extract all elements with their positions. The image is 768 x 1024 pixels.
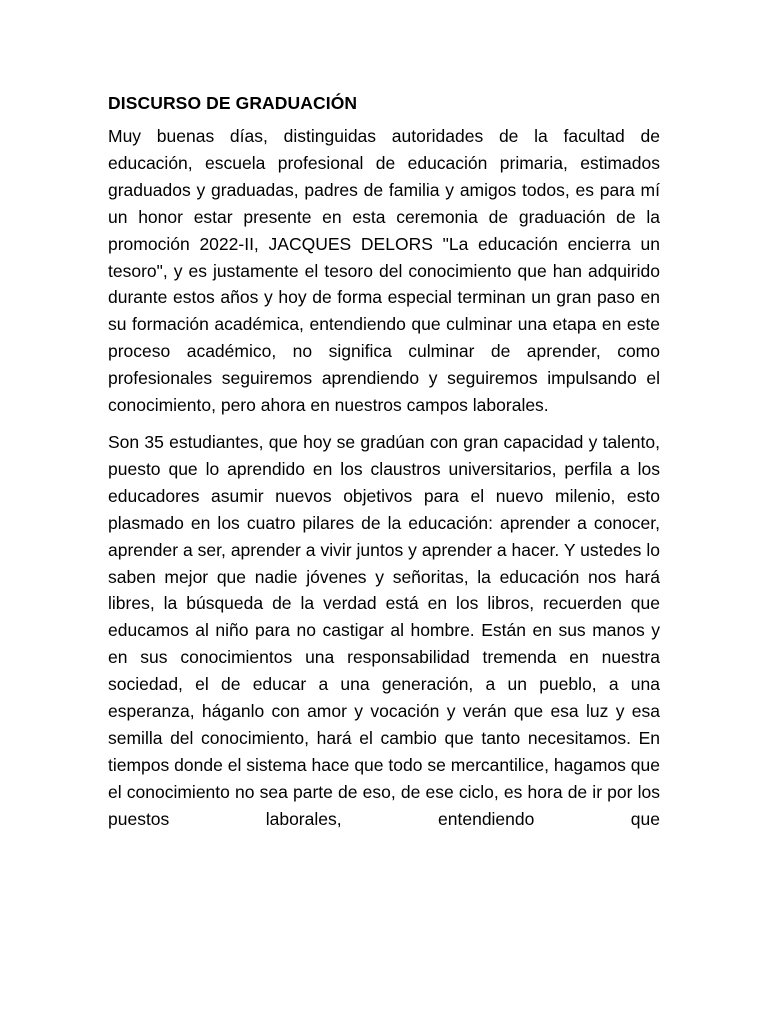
paragraph-1: Muy buenas días, distinguidas autoridades de la facultad de educación, escuela profesional de educación primaria, estimados graduados y graduadas, padres de familia y amigos todos, es para mí un honor estar presente en esta ceremonia de graduación de la promoción 2022-II, JACQUES DELORS "La educación encierra un tesoro", y es justamente el tesoro del conocimiento que han adquirido durante estos años y hoy de forma especial terminan un gran paso en su formación académica, entendiendo que culminar una etapa en este proceso académico, no significa culminar de aprender, como profesionales seguiremos aprendiendo y seguiremos impulsando el conocimiento, pero ahora en nuestros campos laborales. <box>108 126 660 416</box>
paragraph-2: Son 35 estudiantes, que hoy se gradúan con gran capacidad y talento, puesto que lo aprendido en los claustros universitarios, perfila a los educadores asumir nuevos objetivos para el nuevo milenio, esto plasmado en los cuatro pilares de la educación: aprender a conocer, aprender a ser, aprender a vivir juntos y aprender a hacer. Y ustedes lo saben mejor que nadie jóvenes y señoritas, la educación nos hará libres, la búsqueda de la verdad está en los libros, recuerden que educamos al niño para no castigar al hombre. Están en sus manos y en sus conocimientos una responsabilidad tremenda en nuestra sociedad, el de educar a una generación, a un pueblo, a una esperanza, háganlo con amor y vocación y verán que esa luz y esa semilla del conocimiento, hará el cambio que tanto necesitamos. En tiempos donde el sistema hace que todo se mercantilice, hagamos que el conocimiento no sea parte de eso, de ese ciclo, es hora de ir por los puestos laborales, entendiendo que <box>108 431 660 829</box>
document-title: DISCURSO DE GRADUACIÓN <box>108 93 358 113</box>
